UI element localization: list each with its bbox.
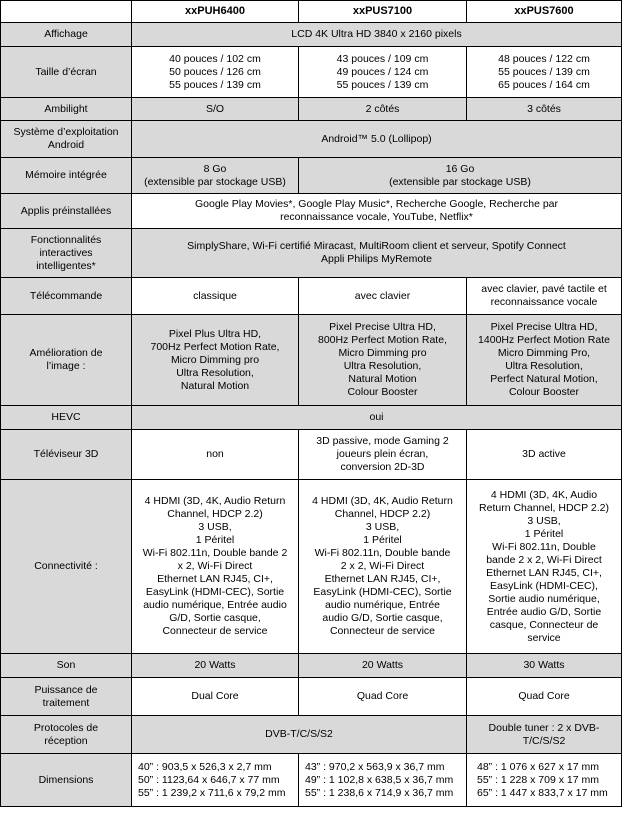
- row-taille: [1, 47, 622, 98]
- image-model-2: Pixel Precise Ultra HD, 800Hz Perfect Motion Rate, Micro Dimming pro Ultra Resolution, Natural Motion Colour Booster: [299, 315, 467, 406]
- row-telecommande: [1, 278, 622, 315]
- puissance-model-2: Quad Core: [299, 678, 467, 716]
- label-fonctions: Fonctionnalités interactives intelligentes*: [1, 229, 132, 278]
- label-ambilight: Ambilight: [1, 98, 132, 121]
- row-ambilight: [1, 98, 622, 121]
- label-taille: Taille d’écran: [1, 47, 132, 98]
- connect-model-2: 4 HDMI (3D, 4K, Audio Return Channel, HDCP 2.2) 3 USB, 1 Péritel Wi-Fi 802.11n, Double bande 2 x 2, Wi-Fi Direct Ethernet LAN RJ45, CI+, EasyLink (HDMI-CEC), Sortie audio numérique, Entrée audio G/D, Sortie casque, Connecteur de service: [299, 480, 467, 654]
- image-model-3: Pixel Precise Ultra HD, 1400Hz Perfect Motion Rate Micro Dimming Pro, Ultra Resolution, Perfect Natural Motion, Colour Booster: [467, 315, 622, 406]
- ambilight-model-3: 3 côtés: [467, 98, 622, 121]
- row-fonctions: [1, 229, 622, 278]
- label-dimensions: Dimensions: [1, 754, 132, 807]
- label-applis: Applis préinstallées: [1, 194, 132, 229]
- dimensions-model-3: 48” : 1 076 x 627 x 17 mm 55” : 1 228 x 709 x 17 mm 65” : 1 447 x 833,7 x 17 mm: [467, 754, 622, 807]
- son-model-2: 20 Watts: [299, 654, 467, 678]
- label-os: Système d’exploitation Android: [1, 121, 132, 158]
- value-applis: Google Play Movies*, Google Play Music*, Recherche Google, Recherche par reconnaissance vocale, YouTube, Netflix*: [132, 194, 622, 229]
- son-model-3: 30 Watts: [467, 654, 622, 678]
- label-image: Amélioration de l’image :: [1, 315, 132, 406]
- image-model-1: Pixel Plus Ultra HD, 700Hz Perfect Motion Rate, Micro Dimming pro Ultra Resolution, Natural Motion: [132, 315, 299, 406]
- tv3d-model-3: 3D active: [467, 430, 622, 480]
- taille-model-2: 43 pouces / 109 cm 49 pouces / 124 cm 55 pouces / 139 cm: [299, 47, 467, 98]
- memoire-model-1: 8 Go (extensible par stockage USB): [132, 158, 299, 194]
- row-protocoles: [1, 716, 622, 754]
- value-fonctions: SimplyShare, Wi-Fi certifié Miracast, MultiRoom client et serveur, Spotify Connect Appli Philips MyRemote: [132, 229, 622, 278]
- dimensions-model-1: 40” : 903,5 x 526,3 x 2,7 mm 50” : 1123,64 x 646,7 x 77 mm 55” : 1 239,2 x 711,6 x 79,2 mm: [132, 754, 299, 807]
- row-tv3d: [1, 430, 622, 480]
- header-model-2: xxPUS7100: [299, 1, 467, 23]
- label-hevc: HEVC: [1, 406, 132, 430]
- tv3d-model-1: non: [132, 430, 299, 480]
- value-os: Android™ 5.0 (Lollipop): [132, 121, 622, 158]
- row-hevc: [1, 406, 622, 430]
- connect-model-3: 4 HDMI (3D, 4K, Audio Return Channel, HDCP 2.2) 3 USB, 1 Péritel Wi-Fi 802.11n, Double bande 2 x 2, Wi-Fi Direct Ethernet LAN RJ45, CI+, EasyLink (HDMI-CEC), Sortie audio numérique, Entrée audio G/D, Sortie casque, Connecteur de service: [467, 480, 622, 654]
- dimensions-model-2: 43” : 970,2 x 563,9 x 36,7 mm 49” : 1 102,8 x 638,5 x 36,7 mm 55” : 1 238,6 x 714,9 x 36,7 mm: [299, 754, 467, 807]
- row-puissance: [1, 678, 622, 716]
- memoire-model-2-3: 16 Go (extensible par stockage USB): [299, 158, 622, 194]
- value-hevc: oui: [132, 406, 622, 430]
- label-puissance: Puissance de traitement: [1, 678, 132, 716]
- row-affichage: [1, 23, 622, 47]
- puissance-model-1: Dual Core: [132, 678, 299, 716]
- label-tv3d: Téléviseur 3D: [1, 430, 132, 480]
- ambilight-model-1: S/O: [132, 98, 299, 121]
- header-row: [1, 1, 622, 23]
- protocoles-model-3: Double tuner : 2 x DVB- T/C/S/S2: [467, 716, 622, 754]
- ambilight-model-2: 2 côtés: [299, 98, 467, 121]
- tv3d-model-2: 3D passive, mode Gaming 2 joueurs plein écran, conversion 2D-3D: [299, 430, 467, 480]
- header-model-1: xxPUH6400: [132, 1, 299, 23]
- label-telecommande: Télécommande: [1, 278, 132, 315]
- taille-model-1: 40 pouces / 102 cm 50 pouces / 126 cm 55 pouces / 139 cm: [132, 47, 299, 98]
- connect-model-1: 4 HDMI (3D, 4K, Audio Return Channel, HDCP 2.2) 3 USB, 1 Péritel Wi-Fi 802.11n, Double bande 2 x 2, Wi-Fi Direct Ethernet LAN RJ45, CI+, EasyLink (HDMI-CEC), Sortie audio numérique, Entrée audio G/D, Sortie casque, Connecteur de service: [132, 480, 299, 654]
- value-affichage: LCD 4K Ultra HD 3840 x 2160 pixels: [132, 23, 622, 47]
- row-os: [1, 121, 622, 158]
- header-blank: [1, 1, 132, 23]
- row-dimensions: [1, 754, 622, 807]
- telecommande-model-2: avec clavier: [299, 278, 467, 315]
- protocoles-model-1-2: DVB-T/C/S/S2: [132, 716, 467, 754]
- son-model-1: 20 Watts: [132, 654, 299, 678]
- row-son: [1, 654, 622, 678]
- row-applis: [1, 194, 622, 229]
- puissance-model-3: Quad Core: [467, 678, 622, 716]
- row-memoire: [1, 158, 622, 194]
- taille-model-3: 48 pouces / 122 cm 55 pouces / 139 cm 65 pouces / 164 cm: [467, 47, 622, 98]
- telecommande-model-3: avec clavier, pavé tactile et reconnaissance vocale: [467, 278, 622, 315]
- label-connectivite: Connectivité :: [1, 480, 132, 654]
- label-protocoles: Protocoles de réception: [1, 716, 132, 754]
- label-affichage: Affichage: [1, 23, 132, 47]
- telecommande-model-1: classique: [132, 278, 299, 315]
- label-son: Son: [1, 654, 132, 678]
- header-model-3: xxPUS7600: [467, 1, 622, 23]
- label-memoire: Mémoire intégrée: [1, 158, 132, 194]
- row-connectivite: [1, 480, 622, 654]
- row-image: [1, 315, 622, 406]
